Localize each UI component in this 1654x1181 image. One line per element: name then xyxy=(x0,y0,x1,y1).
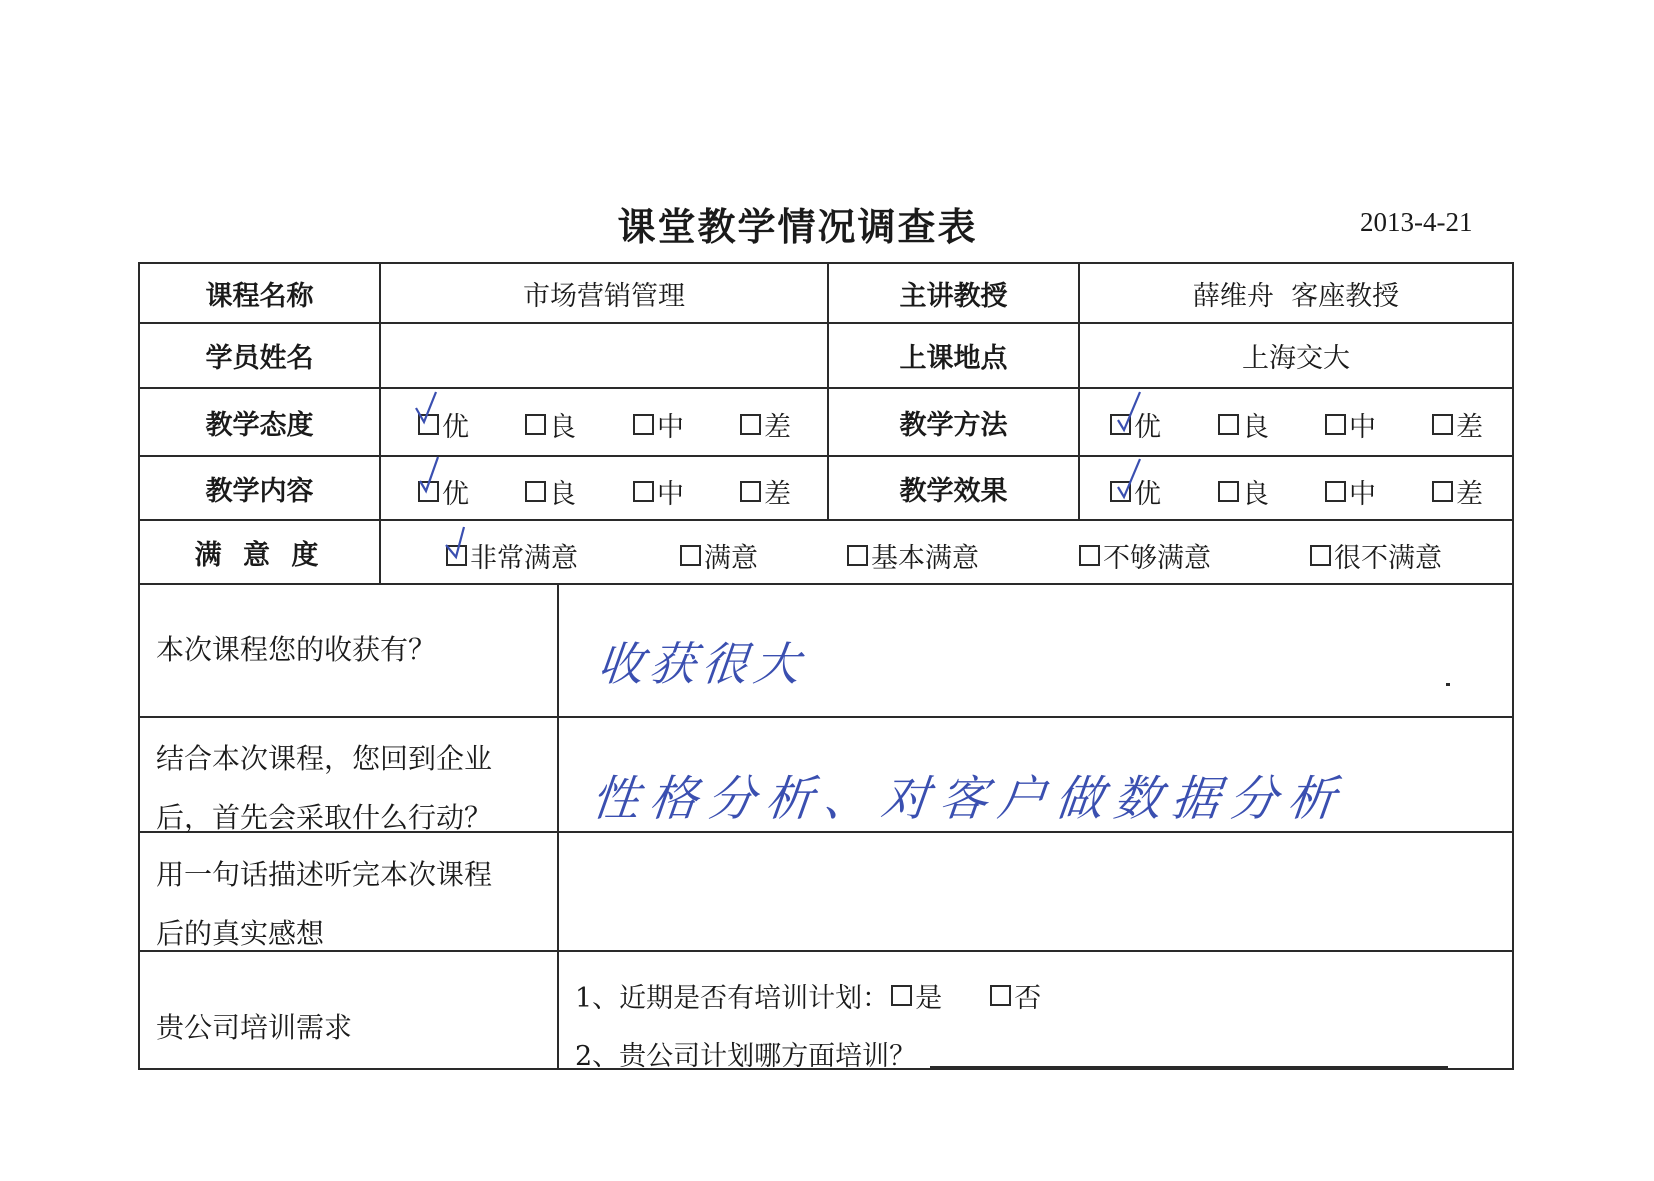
check-mark-icon xyxy=(1104,386,1142,446)
content-option-good[interactable] xyxy=(525,472,576,511)
training-needs-label: 贵公司培训需求 xyxy=(156,1011,353,1044)
option-label: 非常满意 xyxy=(470,543,578,574)
check-mark-icon xyxy=(1104,453,1142,513)
gain-question: 本次课程您的收获有？ xyxy=(156,633,437,666)
teaching-attitude-label: 教学态度 xyxy=(205,409,314,441)
col-divider xyxy=(557,583,559,1070)
checkbox[interactable] xyxy=(633,414,654,435)
checkbox[interactable] xyxy=(525,414,546,435)
lecturer-value: 薛维舟 客座教授 xyxy=(1192,280,1400,312)
option-label: 差 xyxy=(1456,479,1483,510)
checkbox[interactable] xyxy=(525,481,546,502)
checkbox[interactable] xyxy=(418,414,439,435)
checkbox[interactable] xyxy=(1310,545,1331,566)
checkbox[interactable] xyxy=(1110,481,1131,502)
yes-option-label: 是 xyxy=(915,983,943,1014)
checkbox[interactable] xyxy=(1432,481,1453,502)
checkbox[interactable] xyxy=(1218,414,1239,435)
checkbox[interactable] xyxy=(1432,414,1453,435)
effect-option-average[interactable] xyxy=(1325,472,1376,511)
satisfaction-option-basic[interactable] xyxy=(847,536,979,575)
check-mark-icon xyxy=(412,453,450,513)
attitude-option-poor[interactable] xyxy=(740,405,791,444)
option-label: 良 xyxy=(549,479,576,510)
lecturer-label: 主讲教授 xyxy=(899,280,1008,312)
option-label: 中 xyxy=(1349,479,1376,510)
feeling-question-line-1: 用一句话描述听完本次课程 xyxy=(156,858,493,891)
teaching-content-label: 教学内容 xyxy=(205,475,314,507)
attitude-option-good[interactable] xyxy=(525,405,576,444)
action-question-line-2: 后，首先会采取什么行动？ xyxy=(156,801,493,834)
check-mark-icon xyxy=(412,386,450,446)
gain-answer[interactable]: 收获很大 xyxy=(594,637,809,691)
effect-option-poor[interactable] xyxy=(1432,472,1483,511)
option-label: 中 xyxy=(1349,412,1376,443)
option-label: 中 xyxy=(657,412,684,443)
no-option-label: 否 xyxy=(1014,983,1042,1014)
content-option-poor[interactable] xyxy=(740,472,791,511)
checkbox[interactable] xyxy=(1325,481,1346,502)
effect-option-excellent[interactable] xyxy=(1110,472,1161,511)
action-question-line-1: 结合本次课程，您回到企业 xyxy=(156,742,493,775)
option-label: 中 xyxy=(657,479,684,510)
survey-date: 2013-4-21 xyxy=(1360,207,1473,237)
satisfaction-option-not-enough[interactable] xyxy=(1079,536,1211,575)
training-area-question xyxy=(575,1034,1448,1073)
content-option-average[interactable] xyxy=(633,472,684,511)
satisfaction-option-very-unsatisfied[interactable] xyxy=(1310,536,1442,575)
page-title: 课堂教学情况调查表 xyxy=(617,205,978,249)
course-name-label: 课程名称 xyxy=(205,280,314,312)
option-label: 满意 xyxy=(704,543,758,574)
checkbox[interactable] xyxy=(891,985,912,1006)
option-label: 优 xyxy=(442,479,469,510)
option-label: 良 xyxy=(549,412,576,443)
checkbox[interactable] xyxy=(680,545,701,566)
attitude-option-average[interactable] xyxy=(633,405,684,444)
ink-dot xyxy=(1446,683,1450,686)
training-plan-question xyxy=(575,976,1041,1015)
effect-option-good[interactable] xyxy=(1218,472,1269,511)
option-label: 良 xyxy=(1242,479,1269,510)
checkbox[interactable] xyxy=(740,414,761,435)
location-value: 上海交大 xyxy=(1242,343,1350,374)
option-label: 良 xyxy=(1242,412,1269,443)
feeling-answer[interactable] xyxy=(561,833,1512,949)
row-divider xyxy=(138,716,1514,718)
content-option-excellent[interactable] xyxy=(418,472,469,511)
row-divider xyxy=(138,583,1514,585)
location-label: 上课地点 xyxy=(899,343,1008,374)
option-label: 差 xyxy=(764,479,791,510)
checkbox[interactable] xyxy=(1218,481,1239,502)
checkbox[interactable] xyxy=(1110,414,1131,435)
option-label: 基本满意 xyxy=(871,543,979,574)
checkbox[interactable] xyxy=(847,545,868,566)
student-name-label: 学员姓名 xyxy=(205,343,314,374)
satisfaction-label: 满 意 度 xyxy=(194,539,325,571)
method-option-poor[interactable] xyxy=(1432,405,1483,444)
option-label: 差 xyxy=(764,412,791,443)
option-label: 差 xyxy=(1456,412,1483,443)
checkbox[interactable] xyxy=(633,481,654,502)
method-option-good[interactable] xyxy=(1218,405,1269,444)
teaching-method-label: 教学方法 xyxy=(899,409,1008,441)
feeling-question-line-2: 后的真实感想 xyxy=(156,917,325,950)
student-name-value[interactable] xyxy=(381,324,827,387)
option-label: 很不满意 xyxy=(1334,543,1442,574)
training-plan-label: 1、近期是否有培训计划： xyxy=(575,983,890,1014)
satisfaction-option-very-satisfied[interactable] xyxy=(446,536,578,575)
method-option-average[interactable] xyxy=(1325,405,1376,444)
checkbox[interactable] xyxy=(1079,545,1100,566)
teaching-effect-label: 教学效果 xyxy=(899,475,1008,507)
satisfaction-option-satisfied[interactable] xyxy=(680,536,758,575)
option-label: 优 xyxy=(442,412,469,443)
method-option-excellent[interactable] xyxy=(1110,405,1161,444)
training-area-input[interactable] xyxy=(930,1040,1448,1068)
course-name-value: 市场营销管理 xyxy=(523,280,685,312)
action-answer[interactable]: 性格分析、对客户做数据分析 xyxy=(588,771,1349,827)
checkbox[interactable] xyxy=(1325,414,1346,435)
option-label: 优 xyxy=(1134,479,1161,510)
checkbox[interactable] xyxy=(990,985,1011,1006)
checkbox[interactable] xyxy=(446,545,467,566)
attitude-option-excellent[interactable] xyxy=(418,405,469,444)
option-label: 优 xyxy=(1134,412,1161,443)
check-mark-icon xyxy=(440,517,478,577)
option-label: 不够满意 xyxy=(1103,543,1211,574)
training-area-label: 2、贵公司计划哪方面培训？ xyxy=(575,1041,917,1072)
checkbox[interactable] xyxy=(418,481,439,502)
checkbox[interactable] xyxy=(740,481,761,502)
